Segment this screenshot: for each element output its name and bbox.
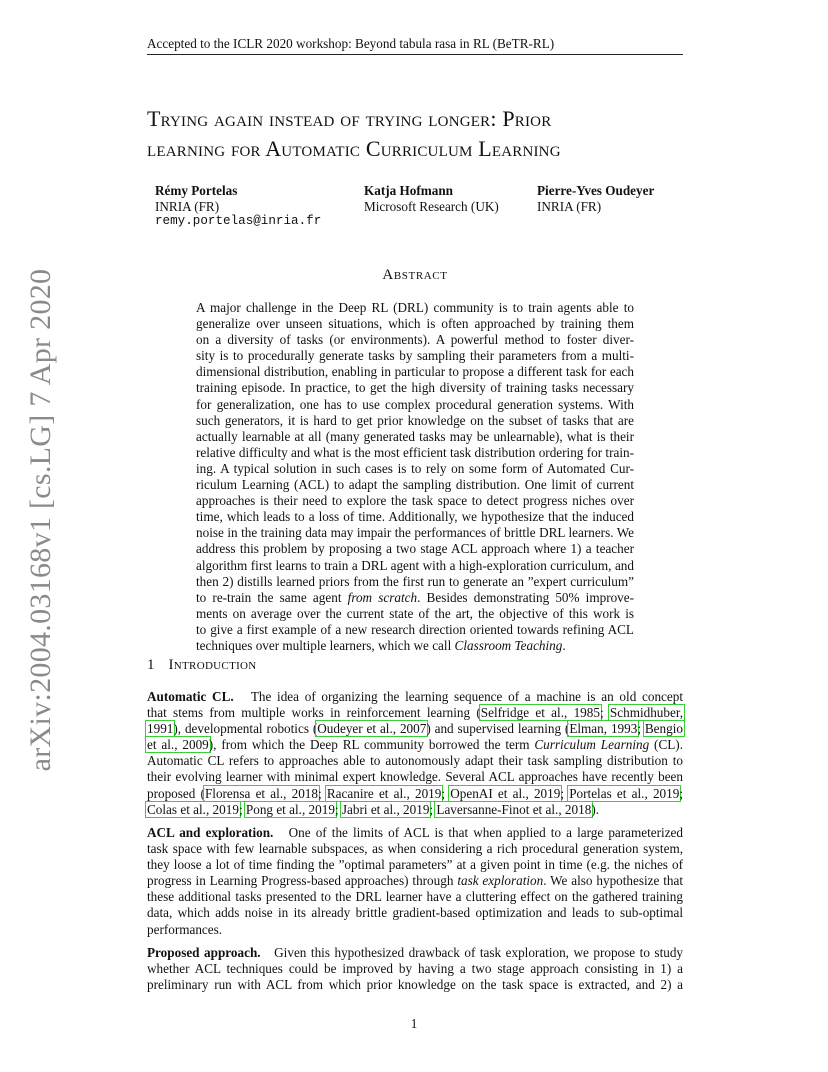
- abstract-line: dimensional distribution, enabling in particular to propose a different task for each: [196, 364, 634, 380]
- text: ;: [441, 785, 451, 801]
- author-name: Katja Hofmann: [364, 183, 454, 198]
- run-in-heading: Proposed approach.: [147, 945, 261, 960]
- text: Given this hypothesized drawback of task exploration, we propose to study: [274, 945, 684, 960]
- author-block: [364, 183, 499, 214]
- page-number: 1: [410, 1016, 418, 1031]
- abstract-heading: Abstract: [382, 267, 448, 283]
- text: The idea of organizing the learning sequence of a machine is an old concept: [250, 689, 684, 704]
- paragraph-line: Automatic CL refers to approaches able to autonomously adapt their task sampling distribution to: [147, 753, 683, 769]
- section-number: 1: [147, 657, 155, 673]
- text: ;: [238, 801, 246, 817]
- abstract-line: sity is to procedurally generate tasks by sampling their parameters from a multi-: [196, 348, 634, 364]
- paragraph-line: [147, 825, 683, 841]
- citation-link[interactable]: Bengio: [644, 721, 683, 737]
- abstract-line: training episode. In practice, to get the high diversity of training tasks necessary: [196, 380, 634, 396]
- author-affiliation: INRIA (FR): [155, 198, 220, 214]
- citation-link[interactable]: Schmidhuber,: [609, 705, 683, 721]
- paragraph-line: [147, 945, 683, 961]
- abstract-line: approaches is their need to explore the task space to detect progress niches over: [196, 493, 634, 509]
- citation-link[interactable]: Colas et al., 2019: [147, 801, 239, 817]
- abstract-line: relative difficulty and what is the most efficient task distribution ordering for train-: [196, 444, 634, 460]
- text: ;: [318, 785, 327, 801]
- author-name: Rémy Portelas: [155, 183, 238, 198]
- abstract-line: then 2) distills learned priors from the first run to generate an ”expert curriculum”: [196, 573, 634, 589]
- run-in-heading: Automatic CL.: [147, 689, 234, 704]
- paragraph-line: [147, 705, 683, 721]
- section-heading-introduction: [147, 656, 257, 674]
- abstract-body: [196, 300, 634, 654]
- text: ;: [599, 705, 610, 721]
- citation-link[interactable]: Portelas et al., 2019: [569, 785, 680, 801]
- text: .: [562, 637, 566, 653]
- text: proposed (: [147, 785, 205, 801]
- paragraph-line: preliminary run with ACL from which prior knowledge on the task space is extracted, and 2) a: [147, 977, 683, 993]
- citation-link[interactable]: et al., 2009: [147, 737, 209, 753]
- text: . We also hypothesize that: [543, 873, 684, 889]
- text: progress in Learning Progress-based approaches) through: [147, 873, 458, 889]
- author-block: [155, 183, 321, 230]
- citation-link[interactable]: Oudeyer et al., 2007: [317, 721, 427, 737]
- abstract-line: noise in the training data may impair the performances of brittle DRL learners. We: [196, 525, 634, 541]
- title-line-1: Trying again instead of trying longer: Prior: [147, 106, 552, 131]
- citation-link[interactable]: Jabri et al., 2019: [341, 801, 430, 817]
- text: to re-train the same agent: [196, 589, 348, 605]
- paragraph-line: whether ACL techniques could be improved by having a two stage approach consisting in 1) a: [147, 961, 683, 977]
- author-affiliation: INRIA (FR): [537, 198, 602, 214]
- abstract-line: on a diversity of tasks (or environments). A powerful method to foster diver-: [196, 332, 634, 348]
- text: that stems from multiple works in reinforcement learning (: [147, 705, 481, 721]
- abstract-line: riculum Learning (ACL) to adapt the sampling distribution. One limit of current: [196, 477, 634, 493]
- paragraph-line: [147, 802, 683, 818]
- text: (CL).: [649, 737, 683, 753]
- emphasis: Classroom Teaching: [454, 637, 563, 653]
- citation-link[interactable]: Florensa et al., 2018: [204, 785, 318, 801]
- text: ;: [334, 801, 342, 817]
- citation-link[interactable]: Pong et al., 2019: [245, 801, 335, 817]
- paragraph-line: data, which adds noise in its already brittle gradient-based optimization and leads to sub-optimal: [147, 905, 683, 921]
- text: One of the limits of ACL is that when applied to a large parameterized: [288, 825, 684, 840]
- citation-link[interactable]: Laversanne-Finot et al., 2018: [436, 801, 592, 817]
- citation-link[interactable]: Selfridge et al., 1985: [480, 705, 600, 721]
- paragraph-line: [147, 786, 683, 802]
- abstract-line: ments on average over the current state of the art, the objective of this work is: [196, 605, 634, 621]
- paragraph-line: these additional tasks presented to the DRL learner have a cluttering effect on the gathered training: [147, 889, 683, 905]
- paragraph-line: [147, 873, 683, 889]
- emphasis: from scratch: [347, 589, 418, 605]
- paragraph-automatic-cl: [147, 689, 683, 818]
- text: techniques over multiple learners, which we call: [196, 637, 455, 653]
- citation-link[interactable]: 1991: [147, 721, 174, 737]
- text: ).: [591, 801, 600, 817]
- abstract-line: for generalization, one has to use complex procedural generation systems. With: [196, 396, 634, 412]
- abstract-line: time, which leads to a loss of time. Additionally, we hypothesize that the induced: [196, 509, 634, 525]
- abstract-line: generalize over unseen situations, which is often approached by training them: [196, 316, 634, 332]
- text: ) and supervised learning (: [426, 721, 570, 737]
- author-email: remy.portelas@inria.fr: [155, 214, 322, 228]
- section-title: Introduction: [168, 657, 257, 673]
- abstract-line: A major challenge in the Deep RL (DRL) community is to train agents able to: [196, 300, 634, 315]
- citation-link[interactable]: Elman, 1993: [569, 721, 638, 737]
- paper-title: [147, 104, 707, 164]
- paragraph-line: [147, 737, 683, 753]
- emphasis: task exploration: [457, 873, 544, 889]
- author-name: Pierre-Yves Oudeyer: [537, 183, 655, 198]
- citation-link[interactable]: OpenAI et al., 2019: [450, 785, 561, 801]
- author-block: [537, 183, 654, 214]
- text: ), developmental robotics (: [173, 721, 318, 737]
- title-line-2: learning for Automatic Curriculum Learning: [147, 136, 561, 161]
- arxiv-identifier: arXiv:2004.03168v1 [cs.LG] 7 Apr 2020: [24, 268, 57, 772]
- abstract-line: address this problem by proposing a two stage ACL approach where 1) a teacher: [196, 541, 634, 557]
- text: . Besides demonstrating 50% improve-: [417, 589, 635, 605]
- abstract-line: algorithm first learns to train a DRL agent with a high-exploration curriculum, and: [196, 557, 634, 573]
- abstract-line: [196, 638, 634, 654]
- paragraph-line: they loose a lot of time finding the ”optimal parameters” at a given point in time (e.g. the niches of: [147, 857, 683, 873]
- paragraph-line: [147, 721, 683, 737]
- text: ;: [429, 801, 437, 817]
- abstract-line: such generators, it is hard to get prior knowledge on the subset of tasks that are: [196, 412, 634, 428]
- run-in-heading: ACL and exploration.: [147, 825, 274, 840]
- citation-link[interactable]: Racanire et al., 2019: [326, 785, 442, 801]
- paragraph-acl-exploration: [147, 825, 683, 938]
- abstract-line: [196, 590, 634, 606]
- text: ;: [679, 785, 683, 801]
- text: ;: [637, 721, 645, 737]
- author-affiliation: Microsoft Research (UK): [364, 198, 499, 214]
- abstract-line: ing. A typical solution in such cases is to rely on some form of Automated Cur-: [196, 460, 634, 476]
- paragraph-line: their evolving learner with minimal expert knowledge. Several ACL approaches have recently been: [147, 769, 683, 785]
- paragraph-proposed-approach: [147, 945, 683, 993]
- header-rule: [147, 54, 683, 55]
- text: ;: [560, 785, 570, 801]
- paragraph-line: task space with few learnable subspaces, as when considering a rich procedural generation system,: [147, 841, 683, 857]
- text: ), from which the Deep RL community borrowed the term: [208, 737, 535, 753]
- emphasis: Curriculum Learning: [534, 737, 650, 753]
- paragraph-line: [147, 689, 683, 705]
- abstract-line: actually learnable at all (many generated tasks may be unlearnable), what is their: [196, 428, 634, 444]
- running-header: Accepted to the ICLR 2020 workshop: Beyond tabula rasa in RL (BeTR-RL): [147, 36, 555, 51]
- abstract-line: to give a first example of a new research direction oriented towards refining ACL: [196, 621, 634, 637]
- paragraph-line: performances.: [147, 921, 223, 937]
